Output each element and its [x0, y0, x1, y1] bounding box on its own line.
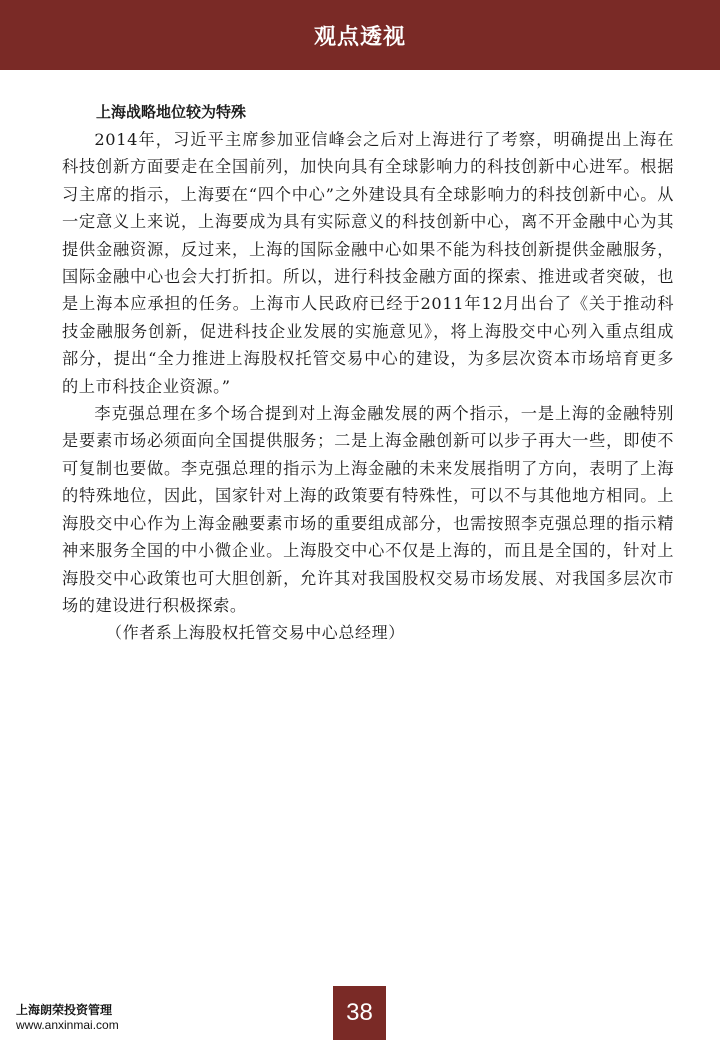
footer-website-link[interactable]: www.anxinmai.com	[16, 1018, 119, 1032]
header-bar	[0, 0, 720, 70]
page-number: 38	[346, 999, 373, 1026]
section-heading: 上海战略地位较为特殊	[96, 103, 247, 121]
page-number-box	[333, 986, 386, 1040]
paragraph: 李克强总理在多个场合提到对上海金融发展的两个指示，一是上海的金融特别是要素市场必须面向全国提供服务；二是上海金融创新可以步子再大一些，即使不可复制也要做。李克强总理的指示为上海金融的未来发展指明了方向，表明了上海的特殊地位，因此，国家针对上海的政策要有特殊性，可以不与其他地方相同。上海股交中心作为上海金融要素市场的重要组成部分，也需按照李克强总理的指示精神来服务全国的中小微企业。上海股交中心不仅是上海的，而且是全国的，针对上海股交中心政策也可大胆创新，允许其对我国股权交易市场发展、对我国多层次市场的建设进行积极探索。	[62, 404, 674, 615]
author-byline: （作者系上海股权托管交易中心总经理）	[106, 623, 405, 643]
footer-company-name: 上海朗荣投资管理	[16, 1003, 113, 1017]
article-body	[62, 98, 674, 647]
section-title: 观点透视	[313, 25, 407, 50]
paragraph: 2014年，习近平主席参加亚信峰会之后对上海进行了考察，明确提出上海在科技创新方面要走在全国前列，加快向具有全球影响力的科技创新中心进军。根据习主席的指示，上海要在“四个中心”之外建设具有全球影响力的科技创新中心。从一定意义上来说，上海要成为具有实际意义的科技创新中心，离不开金融中心为其提供金融资源，反过来，上海的国际金融中心如果不能为科技创新提供金融服务，国际金融中心也会大打折扣。所以，进行科技金融方面的探索、推进或者突破，也是上海本应承担的任务。上海市人民政府已经于2011年12月出台了《关于推动科技金融服务创新，促进科技企业发展的实施意见》，将上海股交中心列入重点组成部分，提出“全力推进上海股权托管交易中心的建设，为多层次资本市场培育更多的上市科技企业资源。”	[62, 130, 674, 396]
